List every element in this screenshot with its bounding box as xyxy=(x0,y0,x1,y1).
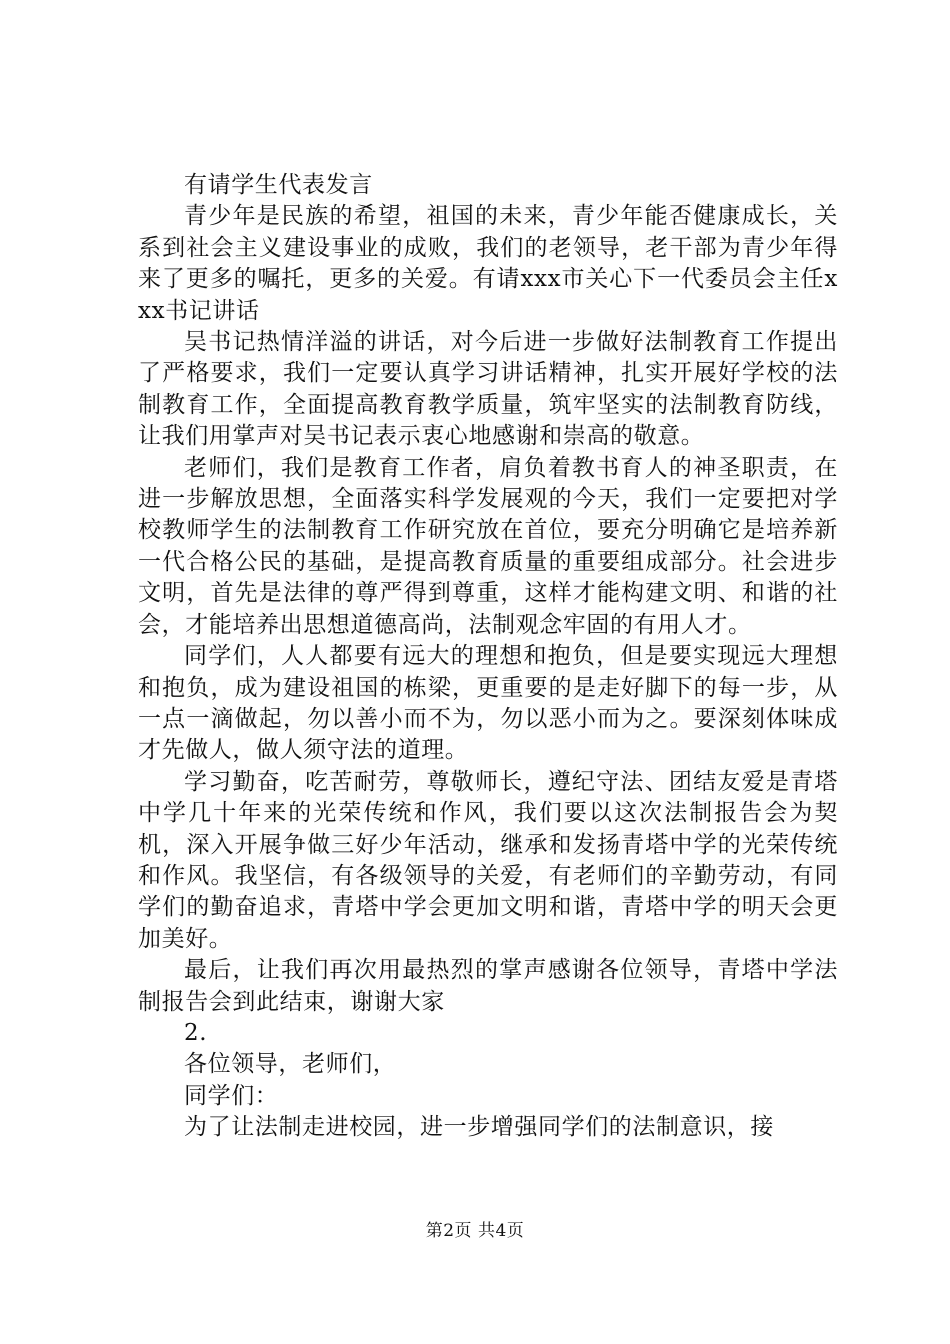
greeting-students: 同学们： xyxy=(184,1082,279,1109)
paragraph-youth-hope: 青少年是民族的希望，祖国的未来，青少年能否健康成长，关系到社会主义建设事业的成败，我们的老领导，老干部为青少年得来了更多的嘱托，更多的关爱。有请xxx市关心下一代委员会主任xxx书记讲话 xyxy=(138,203,838,324)
page-number-footer: 第2页 共4页 xyxy=(425,1221,525,1241)
paragraph-closing: 最后，让我们再次用最热烈的掌声感谢各位领导，青塔中学法制报告会到此结束，谢谢大家 xyxy=(138,957,838,1015)
paragraph-secretary-speech: 吴书记热情洋溢的讲话，对今后进一步做好法制教育工作提出了严格要求，我们一定要认真学习讲话精神，扎实开展好学校的法制教育工作，全面提高教育教学质量，筑牢坚实的法制教育防线，让我们用掌声对吴书记表示衷心地感谢和崇高的敬意。 xyxy=(138,329,838,450)
section-number: 2. xyxy=(184,1019,208,1046)
paragraph-law-campus: 为了让法制走进校园，进一步增强同学们的法制意识，接 xyxy=(184,1114,774,1141)
document-body xyxy=(138,170,838,1144)
paragraph-students: 同学们，人人都要有远大的理想和抱负，但是要实现远大理想和抱负，成为建设祖国的栋梁，更重要的是走好脚下的每一步，从一点一滴做起，勿以善小而不为，勿以恶小而为之。要深刻体味成才先做人，做人须守法的道理。 xyxy=(138,643,838,764)
greeting-leaders: 各位领导，老师们， xyxy=(184,1051,397,1078)
paragraph-school-tradition: 学习勤奋，吃苦耐劳，尊敬师长，遵纪守法、团结友爱是青塔中学几十年来的光荣传统和作风，我们要以这次法制报告会为契机，深入开展争做三好少年活动，继承和发扬青塔中学的光荣传统和作风。我坚信，有各级领导的关爱，有老师们的辛勤劳动，有同学们的勤奋追求，青塔中学会更加文明和谐，青塔中学的明天会更加美好。 xyxy=(138,768,838,952)
paragraph-teachers: 老师们，我们是教育工作者，肩负着教书育人的神圣职责，在进一步解放思想，全面落实科学发展观的今天，我们一定要把对学校教师学生的法制教育工作研究放在首位，要充分明确它是培养新一代合格公民的基础，是提高教育质量的重要组成部分。社会进步文明，首先是法律的尊严得到尊重，这样才能构建文明、和谐的社会，才能培养出思想道德高尚，法制观念牢固的有用人才。 xyxy=(138,454,838,638)
paragraph-invite-student: 有请学生代表发言 xyxy=(184,172,373,198)
